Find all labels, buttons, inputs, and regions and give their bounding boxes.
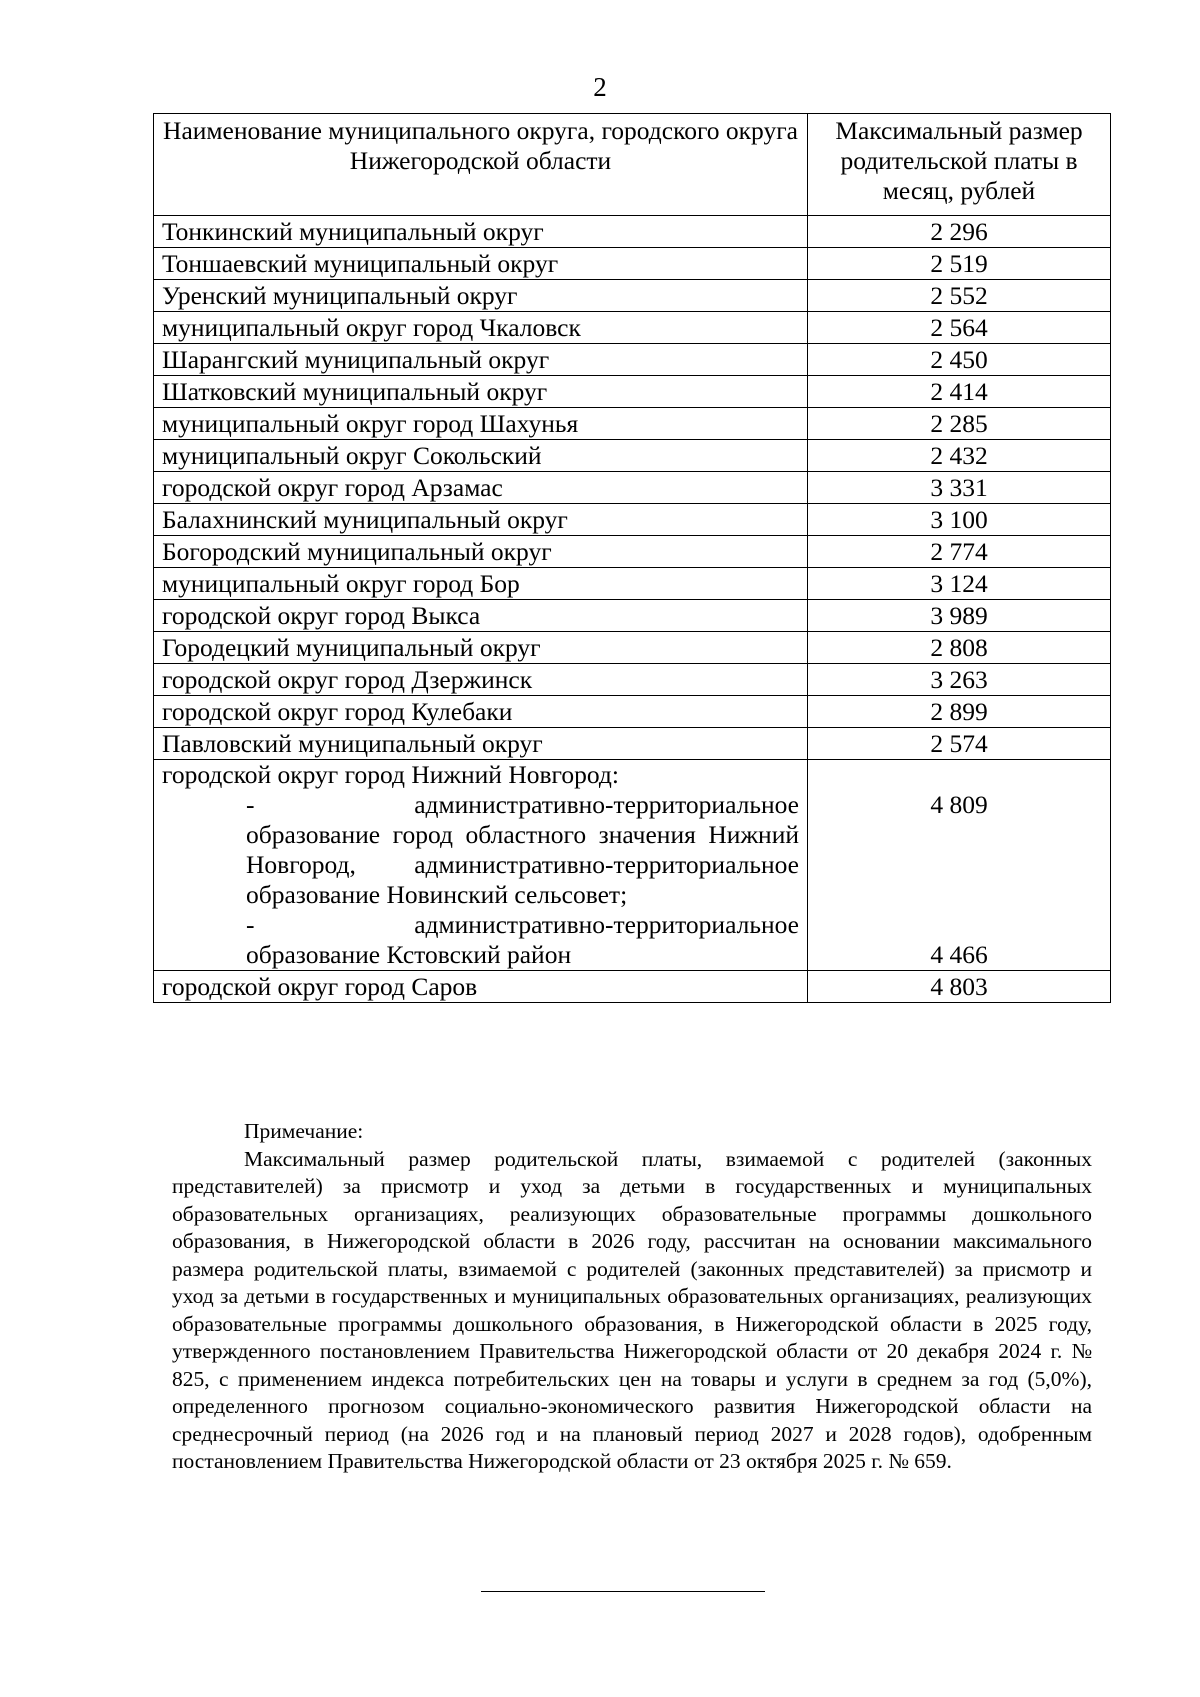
max-fee-value: 2 774 — [808, 536, 1111, 568]
table-row — [154, 568, 1111, 600]
municipality-name: Балахнинский муниципальный округ — [154, 504, 808, 536]
table-row — [154, 248, 1111, 280]
table-row — [154, 280, 1111, 312]
max-fee-value: 2 574 — [808, 728, 1111, 760]
municipality-name: городской округ город Выкса — [154, 600, 808, 632]
page-number: 2 — [593, 72, 607, 102]
sub-unit-1 — [246, 790, 799, 910]
spacer — [816, 880, 1102, 910]
municipality-name-composite — [154, 760, 808, 971]
max-fee-value: 4 803 — [808, 971, 1111, 1003]
tariff-table — [153, 113, 1111, 1003]
max-fee-value: 3 100 — [808, 504, 1111, 536]
list-dash: - — [246, 790, 255, 819]
municipality-name: Богородский муниципальный округ — [154, 536, 808, 568]
note-text: Максимальный размер родительской платы, взимаемой с родителей (законных представителей) за присмотр и уход за детьми в государственных и муниципальных образовательных организациях, реализующих образовательные программы дошкольного образования, в Нижегородской области в 2026 году, рассчитан на основании максимального размера родительской платы, взимаемой с родителей (законных представителей) за присмотр и уход за детьми в государственных и муниципальных образовательных организациях, реализующих образовательные программы дошкольного образования, в Нижегородской области в 2025 году, утвержденного постановлением Правительства Нижегородской области от 20 декабря 2024 г. № 825, с применением индекса потребительских цен на товары и услуги в среднем за год (5,0%), определенного прогнозом социально-экономического развития Нижегородской области на среднесрочный период (на 2026 год и на плановый период 2027 и 2028 годов), одобренным постановлением Правительства Нижегородской области от 23 октября 2025 г. № 659. — [172, 1146, 1092, 1473]
max-fee-value: 2 899 — [808, 696, 1111, 728]
table-header-row — [154, 114, 1111, 216]
table-row — [154, 312, 1111, 344]
municipality-name: муниципальный округ город Шахунья — [154, 408, 808, 440]
municipality-name: Тонкинский муниципальный округ — [154, 216, 808, 248]
table-row-nizhny-novgorod — [154, 760, 1111, 971]
sub-unit-2-rest: образование Кстовский район — [246, 940, 572, 969]
municipality-name: городской округ город Дзержинск — [154, 664, 808, 696]
note-title: Примечание: — [244, 1119, 364, 1143]
header-max-fee: Максимальный размер родительской платы в месяц, рублей — [808, 114, 1111, 216]
table-row — [154, 632, 1111, 664]
max-fee-value: 2 414 — [808, 376, 1111, 408]
max-fee-values — [808, 760, 1111, 971]
municipality-name: городской округ город Саров — [154, 971, 808, 1003]
max-fee-value: 2 808 — [808, 632, 1111, 664]
sub-unit-1-line1: административно-территориальное — [414, 790, 799, 819]
max-fee-value: 4 809 — [930, 790, 988, 819]
table-row — [154, 728, 1111, 760]
max-fee-value: 2 564 — [808, 312, 1111, 344]
municipality-name: Тоншаевский муниципальный округ — [154, 248, 808, 280]
municipality-name: муниципальный округ город Бор — [154, 568, 808, 600]
sub-unit-2 — [246, 910, 799, 970]
max-fee-value: 3 263 — [808, 664, 1111, 696]
municipality-name: городской округ город Арзамас — [154, 472, 808, 504]
list-dash: - — [246, 910, 255, 939]
spacer — [816, 910, 1102, 940]
table-row — [154, 408, 1111, 440]
table-row — [154, 216, 1111, 248]
municipality-name: Шарангский муниципальный округ — [154, 344, 808, 376]
table-row — [154, 504, 1111, 536]
municipality-name: городской округ город Кулебаки — [154, 696, 808, 728]
spacer — [816, 820, 1102, 850]
table-row — [154, 600, 1111, 632]
table-row — [154, 344, 1111, 376]
table-row — [154, 376, 1111, 408]
table-row — [154, 536, 1111, 568]
municipality-name: Уренский муниципальный округ — [154, 280, 808, 312]
table-row — [154, 472, 1111, 504]
table-row — [154, 664, 1111, 696]
max-fee-value: 2 450 — [808, 344, 1111, 376]
max-fee-value: 3 989 — [808, 600, 1111, 632]
spacer — [816, 760, 1102, 790]
max-fee-value: 2 285 — [808, 408, 1111, 440]
max-fee-value: 2 519 — [808, 248, 1111, 280]
municipality-name: Шатковский муниципальный округ — [154, 376, 808, 408]
max-fee-value: 2 296 — [808, 216, 1111, 248]
table-row — [154, 696, 1111, 728]
max-fee-value: 2 432 — [808, 440, 1111, 472]
sub-unit-1-rest: образование город областного значения Нижний Новгород, административно-территориальное образование Новинский сельсовет; — [246, 820, 799, 909]
max-fee-value: 2 552 — [808, 280, 1111, 312]
note — [172, 1118, 1092, 1476]
municipality-name: городской округ город Нижний Новгород: — [162, 760, 619, 789]
max-fee-value: 3 124 — [808, 568, 1111, 600]
sub-unit-2-line1: административно-территориальное — [414, 910, 799, 939]
spacer — [816, 850, 1102, 880]
header-municipality: Наименование муниципального округа, городского округа Нижегородской области — [154, 114, 808, 216]
end-rule — [481, 1591, 765, 1592]
municipality-name: муниципальный округ Сокольский — [154, 440, 808, 472]
table-row — [154, 440, 1111, 472]
municipality-name: муниципальный округ город Чкаловск — [154, 312, 808, 344]
municipality-name: Павловский муниципальный округ — [154, 728, 808, 760]
max-fee-value: 4 466 — [930, 940, 988, 969]
max-fee-value: 3 331 — [808, 472, 1111, 504]
municipality-name: Городецкий муниципальный округ — [154, 632, 808, 664]
table-row — [154, 971, 1111, 1003]
